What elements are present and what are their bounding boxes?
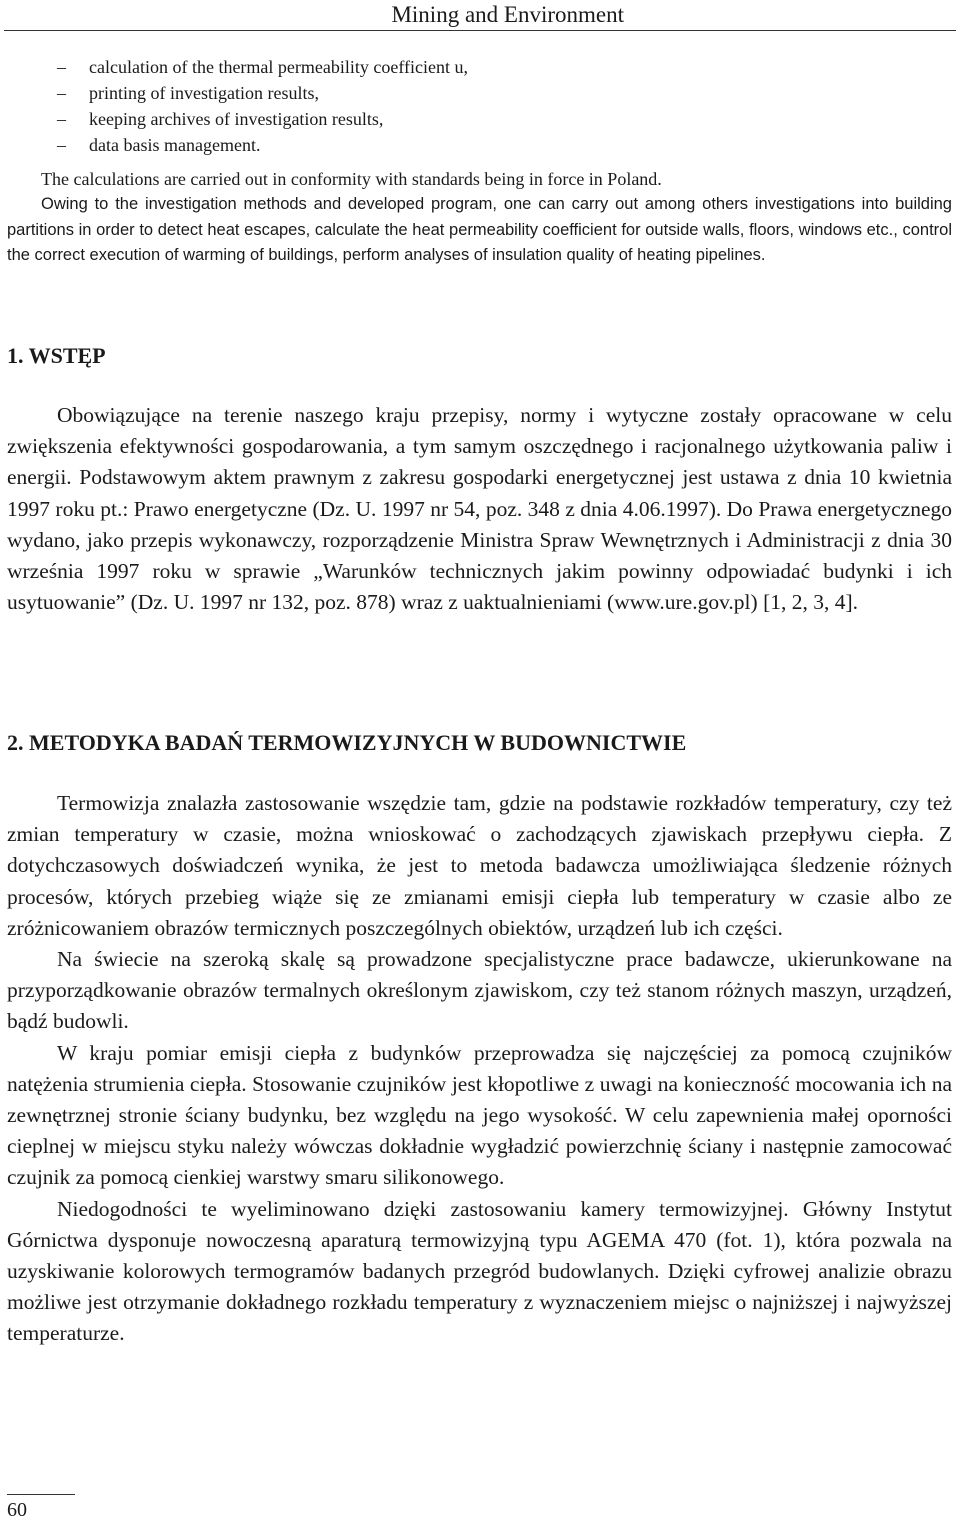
page-number: 60 [7,1494,75,1522]
english-paragraph-2: Owing to the investigation methods and developed program, one can carry out among others investigations into building partitions in order to detect heat escapes, calculate the heat permeability coefficient for outside walls, floors, windows etc., control the correct execution of warming of buildings, perform analyses of insulation quality of heating pipelines. [7,195,952,264]
section-1-heading: 1. WSTĘP [7,343,106,368]
bullet-list [7,54,468,158]
dash-icon: – [57,83,66,103]
section-2-paragraph-1: Termowizja znalazła zastosowanie wszędzie tam, gdzie na podstawie rozkładów temperatury, czy też zmian temperatury w czasie, można wnioskować o zachodzących zjawiskach przepływu ciepła. Z dotychczasowych doświadczeń wynika, że jest to metoda badawcza umożliwiająca śledzenie różnych procesów, których przebieg wiąże się ze zmianami emisji ciepła lub temperatury w czasie albo ze zróżnicowaniem obrazów termicznych poszczególnych obiektów, urządzeń lub ich części. [7,791,952,940]
section-1-paragraph: Obowiązujące na terenie naszego kraju przepisy, normy i wytyczne zostały opracowane w celu zwiększenia efektywności gospodarowania, a tym samym oszczędnego i racjonalnego użytkowania paliw i energii. Podstawowym aktem prawnym z zakresu gospodarki energetycznej jest ustawa z dnia 10 kwietnia 1997 roku pt.: Prawo energetyczne (Dz. U. 1997 nr 54, poz. 348 z dnia 4.06.1997). Do Prawa energetycznego wydano, jako przepis wykonawczy, rozporządzenie Ministra Spraw Wewnętrznych i Administracji z dnia 30 września 1997 roku w sprawie „Warunków technicznych jakim powinny odpowiadać budynki i ich usytuowanie” (Dz. U. 1997 nr 132, poz. 878) wraz z uaktualnieniami (www.ure.gov.pl) [1, 2, 3, 4]. [7,403,952,615]
list-item: – calculation of the thermal permeability coefficient u, [7,54,468,80]
dash-icon: – [57,109,66,129]
list-item: – keeping archives of investigation results, [7,106,468,132]
dash-icon: – [57,57,66,77]
list-item: – printing of investigation results, [7,80,468,106]
section-2-body [7,788,952,1350]
section-2-paragraph-4: Niedogodności te wyeliminowano dzięki zastosowaniu kamery termowizyjnej. Główny Instytut Górnictwa dysponuje nowoczesną aparaturą termowizyjną typu AGEMA 470 (fot. 1), która pozwala na uzyskiwanie kolorowych termogramów badanych przegród budowlanych. Dzięki cyfrowej analizie obrazu możliwe jest otrzymanie dokładnego rozkładu temperatury z wyznaczeniem miejsc o najniższej i najwyższej temperaturze. [7,1196,952,1346]
page-content [7,0,952,1525]
dash-icon: – [57,135,66,155]
section-2-heading: 2. METODYKA BADAŃ TERMOWIZYJNYCH W BUDOWNICTWIE [7,730,687,755]
section-2-paragraph-3: W kraju pomiar emisji ciepła z budynków przeprowadza się najczęściej za pomocą czujników natężenia strumienia ciepła. Stosowanie czujników jest kłopotliwe z uwagi na konieczność mocowania ich na zewnętrznej stronie ściany budynku, bez względu na jego wysokość. W celu zapewnienia małej oporności cieplnej w miejscu styku należy wówczas dokładnie wygładzić powierzchnię ściany i następnie zamocować czujnik za pomocą cienkiej warstwy smaru silikonowego. [7,1040,952,1190]
journal-title: Mining and Environment [391,2,624,27]
section-1-body [7,400,952,618]
section-2-paragraph-2: Na świecie na szeroką skalę są prowadzone specjalistyczne prace badawcze, ukierunkowane na przyporządkowanie obrazów termalnych określonym zjawiskom, czy też stanom różnych maszyn, urządzeń, bądź budowli. [7,947,952,1034]
english-paragraph-1: The calculations are carried out in conformity with standards being in force in Poland. [41,169,662,189]
list-item: – data basis management. [7,132,468,158]
